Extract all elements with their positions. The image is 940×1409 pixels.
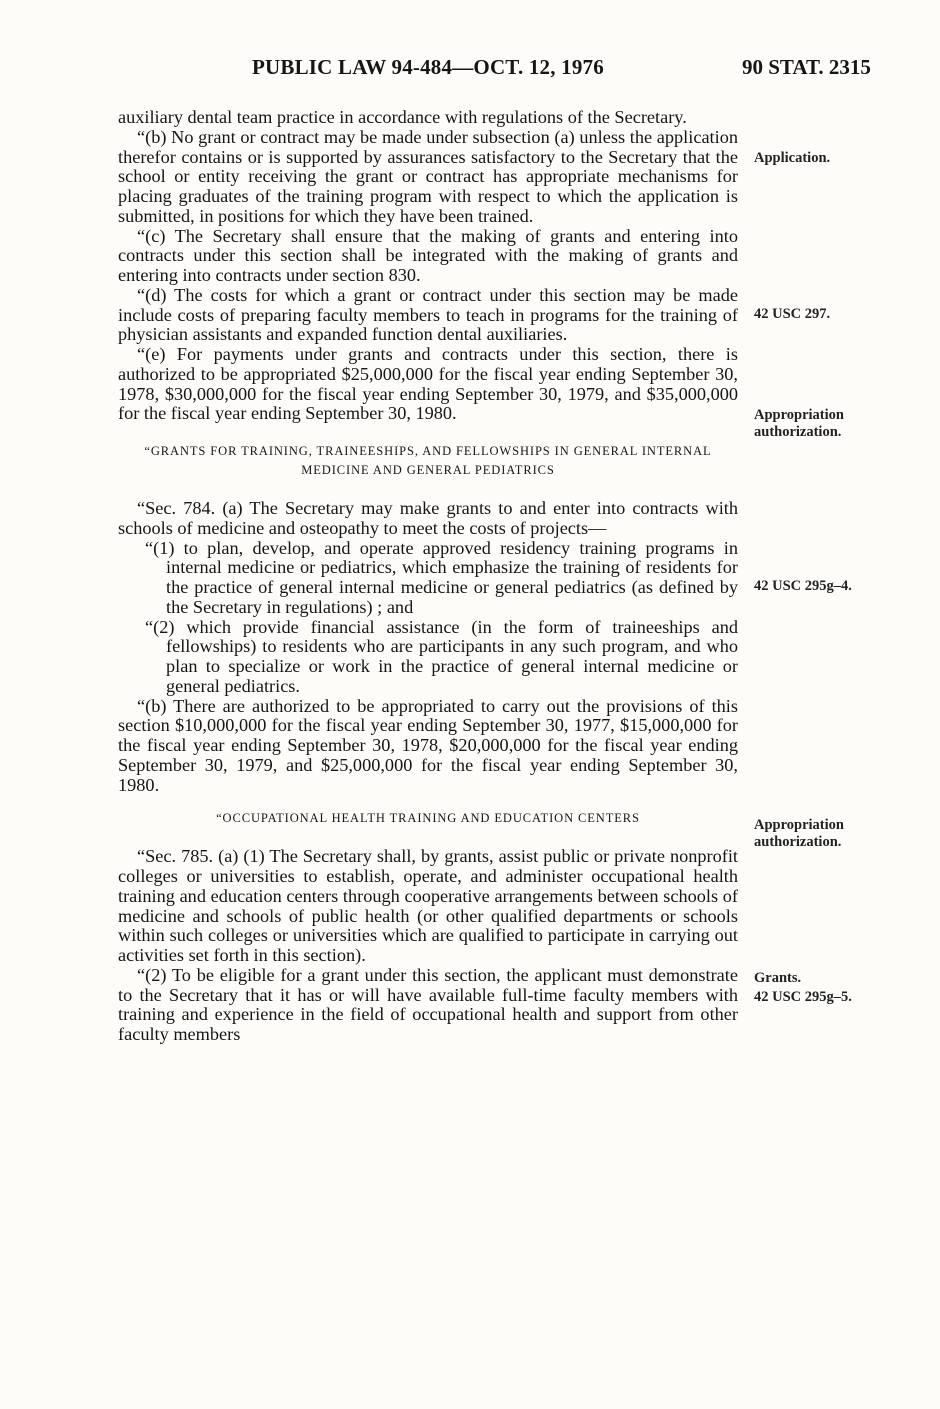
paragraph: “Sec. 785. (a) (1) The Secretary shall, by grants, assist public or private nonprofit colleges or universities to establish, operate, and administer occupational health training and education centers through cooperative arrangements between schools of medicine and schools of public health (or other qualified departments or schools within such colleges or universities which are qualified to participate in carrying out activities set forth in this section). xyxy=(118,846,738,965)
margin-note-appropriation xyxy=(754,407,844,441)
main-text xyxy=(118,108,738,1045)
paragraph: “(2) which provide financial assistance (in the form of traineeships and fellowships) to residents who are participants in any such program, and who plan to specialize or work in the practice of general internal medicine or general pediatrics. xyxy=(145,616,738,696)
paragraph: auxiliary dental team practice in accordance with regulations of the Secretary. xyxy=(118,107,687,127)
margin-note-usc: 42 USC 295g–5. xyxy=(754,989,852,1005)
margin-note-line: authorization. xyxy=(754,424,842,440)
margin-note-appropriation xyxy=(754,817,844,851)
margin-note-line: Appropriation xyxy=(754,407,844,423)
margin-note-usc: 42 USC 295g–4. xyxy=(754,578,852,594)
paragraph: “(e) For payments under grants and contracts under this section, there is authorized to be appropriated $25,000,000 for the fiscal year ending September 30, 1978, $30,000,000 for the fiscal year ending September 30, 1979, and $35,000,000 for the fiscal year ending September 30, 1980. xyxy=(118,344,738,424)
margin-note-usc: 42 USC 297. xyxy=(754,306,831,322)
margin-note-line: Appropriation xyxy=(754,817,844,833)
paragraph: “(c) The Secretary shall ensure that the making of grants and entering into contracts under this section shall be integrated with the making of grants and entering into contracts under section 830. xyxy=(118,225,738,285)
margin-note-line: authorization. xyxy=(754,834,842,850)
section-heading: “GRANTS FOR TRAINING, TRAINEESHIPS, AND FELLOWSHIPS IN GENERAL INTERNAL MEDICINE AND GENERAL PEDIATRICS xyxy=(144,444,712,477)
paragraph: “(b) No grant or contract may be made under subsection (a) unless the application therefor contains or is supported by assurances satisfactory to the Secretary that the school or entity receiving the grant or contract has appropriate mechanisms for placing graduates of the training program with respect to which the application is submitted, in positions for which they have been trained. xyxy=(118,126,738,226)
section-heading: “OCCUPATIONAL HEALTH TRAINING AND EDUCATION CENTERS xyxy=(216,811,640,826)
page-title: PUBLIC LAW 94-484—OCT. 12, 1976 xyxy=(252,55,604,79)
paragraph: “(2) To be eligible for a grant under this section, the applicant must demonstrate to the Secretary that it has or will have available full-time faculty members with training and experience in the field of occupational health and support from other faculty members xyxy=(118,964,738,1044)
margin-note-application: Application. xyxy=(754,150,831,166)
page-header xyxy=(0,55,940,83)
paragraph: “(d) The costs for which a grant or contract under this section may be made include costs of preparing faculty members to teach in programs for the training of physician assistants and expanded function dental auxiliaries. xyxy=(118,284,738,345)
paragraph: “(b) There are authorized to be appropriated to carry out the provisions of this section $10,000,000 for the fiscal year ending September 30, 1977, $15,000,000 for the fiscal year ending September 30, 1978, $20,000,000 for the fiscal year ending September 30, 1979, and $25,000,000 for the fiscal year ending September 30, 1980. xyxy=(118,695,738,795)
margin-note-grants: Grants. xyxy=(754,970,802,986)
statute-page-number: 90 STAT. 2315 xyxy=(742,55,871,79)
paragraph: “(1) to plan, develop, and operate approved residency training programs in internal medicine or pediatrics, which emphasize the training of residents for the practice of general internal medicine or general pediatrics (as defined by the Secretary in regulations) ; and xyxy=(145,537,738,617)
paragraph: “Sec. 784. (a) The Secretary may make grants to and enter into contracts with schools of medicine and osteopathy to meet the costs of projects— xyxy=(118,498,738,538)
